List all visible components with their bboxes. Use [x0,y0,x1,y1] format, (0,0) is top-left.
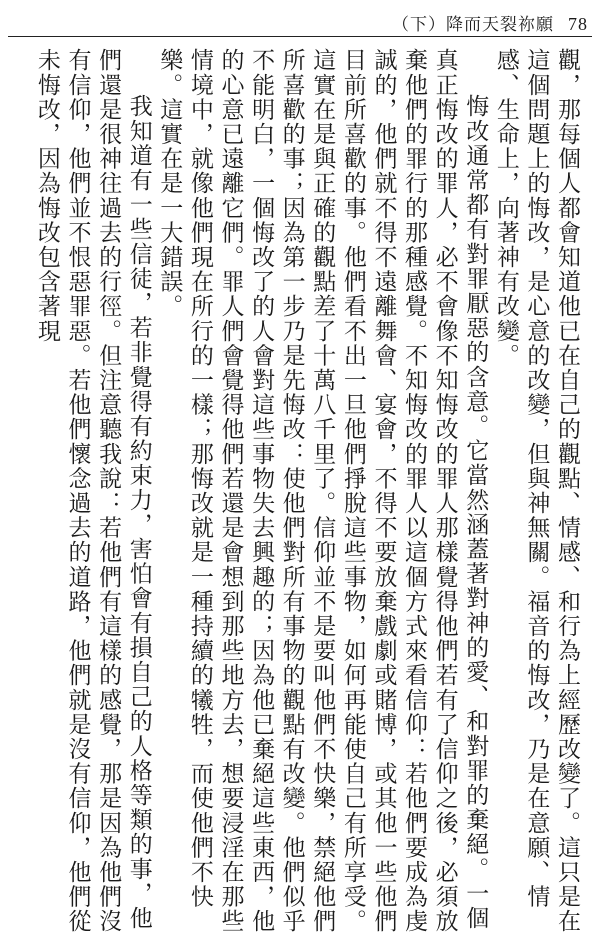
running-header [392,10,588,35]
chapter-title: （下）降而天裂祢願 [392,15,554,35]
body-text [12,48,582,938]
header-rule [8,36,592,37]
paragraph-3: 我知道有一些信徒，若非覺得有約束力，害怕會有損自己的人格等類的事，他們還是很神往過去的行徑。但注意聽我說：若他們有這樣的感覺，那是因為他們沒有信仰，他們並不恨惡罪惡。若他們懷念過去的道路，他們就是沒有信仰，他們從未悔改，因為悔改包含著現 [33,48,152,934]
paragraph-2: 悔改通常都有對罪厭惡的含意。它當然涵蓋著對神的愛、和對罪的棄絕。一個真正悔改的罪人，必不會像不知悔改的罪人那樣覺得他們若有了信仰之後，必須放棄他們的罪行的那種感覺。不知悔改的罪人以這個方式來看信仰：若他們要成為虔誠的，他們就不得不遠離舞會、宴會，不得不要放棄戲劇或賭博，或其他一些他們目前所喜歡的事。他們看不出一旦他們掙脫這些事物，如何再能使自己有所享受。這實在是與正確的觀點差了十萬八千里了。信仰並不是要叫他們不快樂，禁絕他們所喜歡的事；因為第一步乃是先悔改：使他們對所有事物的觀點有改變。他們似乎不能明白，一個悔改了的人會對這些事物失去興趣的；因為他已棄絕這些東西，他的心意已遠離它們。罪人們會覺得他們若還是會想到那些地方去，想要浸淫在那些情境中，就像他們現在所行的一樣；那悔改就是一種持續的犧牲，而使他們不快樂。這實在是一大錯誤。 [156,48,489,934]
paragraph-1: 觀，那每個人都會知道他已在自己的觀點、情感、和行為上經歷改變了。這只是在這個問題上的悔改，是心意的改變，但與神無關。福音的悔改，乃是在意願、情感、生命上，向著神有改變。 [492,48,580,934]
page-number: 78 [568,14,588,34]
